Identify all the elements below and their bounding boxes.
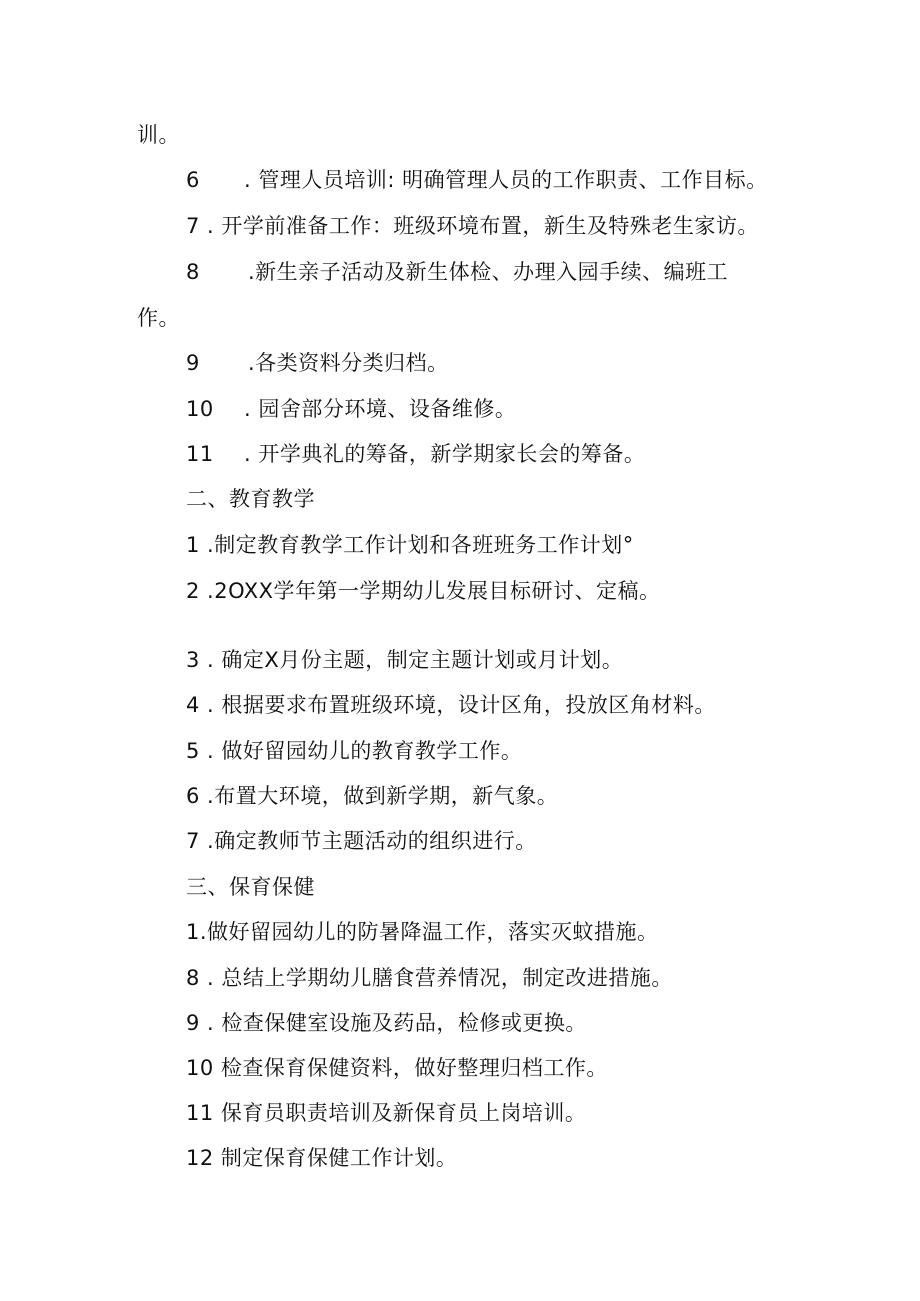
list-text: .新生亲子活动及新生体检、办理入园手续、编班工 (248, 260, 729, 284)
list-number: 9 (186, 351, 200, 375)
list-item-10 (186, 396, 516, 422)
list-text: . 管理人员培训: 明确管理人员的工作职责、工作目标。 (244, 168, 768, 192)
list-item: 3 . 确定X月份主题，制定主题计划或月计划。 (186, 648, 624, 672)
list-item: 8 . 总结上学期幼儿膳食营养情况，制定改进措施。 (186, 966, 673, 990)
list-item: 6 .布置大环境，做到新学期，新气象。 (186, 784, 559, 808)
list-item: 12 制定保育保健工作计划。 (186, 1146, 458, 1170)
list-item: 4 . 根据要求布置班级环境，设计区角，投放区角材料。 (186, 693, 716, 717)
list-number: 11 (186, 442, 214, 466)
list-number: 8 (186, 260, 200, 284)
text-line-continuation: 训。 (137, 123, 180, 147)
list-item: 9 . 检查保健室设施及药品，检修或更换。 (186, 1011, 587, 1035)
section-heading-education: 二、教育教学 (186, 487, 315, 511)
list-item: 7 .确定教师节主题活动的组织进行。 (186, 829, 537, 853)
list-item-11 (186, 441, 645, 467)
list-item-9 (186, 350, 449, 376)
list-item: 1 .制定教育教学工作计划和各班班务工作计划° (186, 533, 634, 557)
list-text: . 园舍部分环境、设备维修。 (244, 397, 517, 421)
list-number: 6 (186, 168, 200, 192)
text-line-continuation: 作。 (137, 306, 180, 330)
list-text: .各类资料分类归档。 (248, 351, 449, 375)
list-item: 11 保育员职责培训及新保育员上岗培训。 (186, 1101, 587, 1125)
list-item: 2 .2OXX学年第一学期幼儿发展目标研讨、定稿。 (186, 579, 661, 603)
list-item: 10 检查保育保健资料，做好整理归档工作。 (186, 1056, 608, 1080)
list-item-8 (186, 259, 728, 285)
list-text: . 开学典礼的筹备，新学期家长会的筹备。 (244, 442, 646, 466)
list-item: 5 . 做好留园幼儿的教育教学工作。 (186, 739, 523, 763)
list-item-7: 7 . 开学前准备工作：班级环境布置，新生及特殊老生家访。 (186, 214, 759, 238)
section-heading-health: 三、保育保健 (186, 875, 315, 899)
list-item: 1.做好留园幼儿的防暑降温工作，落实灭蚊措施。 (186, 920, 659, 944)
list-item-6 (186, 167, 768, 193)
list-number: 10 (186, 397, 214, 421)
